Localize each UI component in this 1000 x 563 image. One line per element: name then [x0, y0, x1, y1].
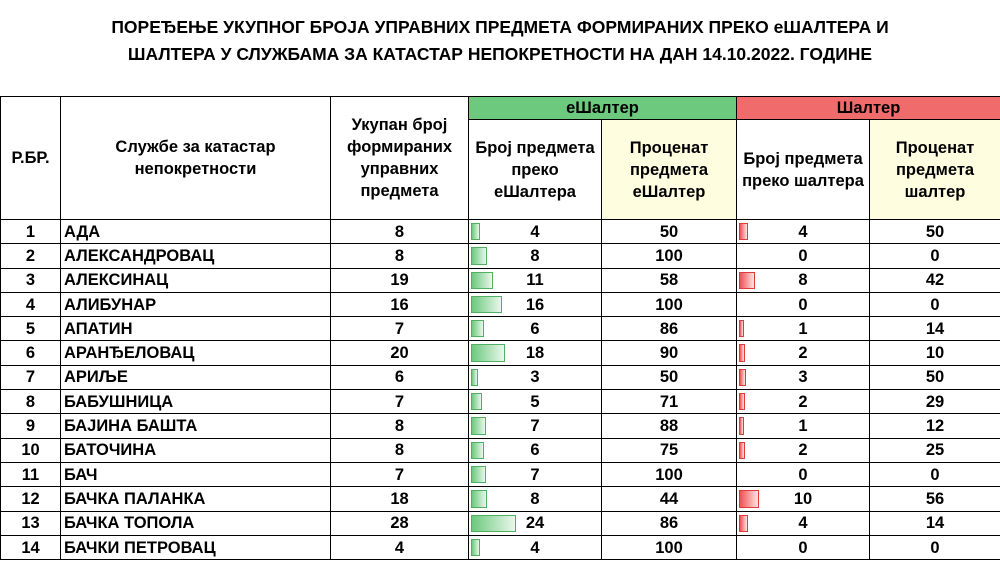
eshalter-databar: [471, 223, 480, 240]
table-row: [1, 317, 1000, 341]
cell-eshalter-count-value: 4: [530, 222, 540, 241]
cell-shalter-count: [737, 438, 870, 462]
cell-service-name: БАБУШНИЦА: [61, 390, 331, 414]
cell-eshalter-count-value: 18: [525, 344, 545, 363]
cell-service-name: БАЧКА ТОПОЛА: [61, 511, 331, 535]
cell-eshalter-count-value: 8: [530, 246, 540, 265]
table-row: [1, 244, 1000, 268]
cell-service-name: АДА: [61, 220, 331, 244]
cell-shalter-pct: 10: [870, 341, 1000, 365]
eshalter-databar: [471, 296, 502, 313]
shalter-databar: [739, 272, 755, 289]
cell-eshalter-count-value: 5: [530, 392, 540, 411]
cell-shalter-count-value: 4: [798, 222, 808, 241]
cell-total: 8: [331, 244, 469, 268]
eshalter-databar: [471, 490, 487, 507]
eshalter-databar: [471, 247, 487, 264]
cell-total: 7: [331, 317, 469, 341]
cell-shalter-count-value: 10: [793, 489, 813, 508]
cell-eshalter-pct: 86: [602, 511, 737, 535]
cell-total: 19: [331, 268, 469, 292]
cell-shalter-count: [737, 365, 870, 389]
cell-shalter-count: [737, 220, 870, 244]
cell-rb: 6: [1, 341, 61, 365]
cell-service-name: БАЈИНА БАШТА: [61, 414, 331, 438]
table-body: [1, 220, 1000, 560]
cell-total: 16: [331, 292, 469, 316]
table-row: [1, 341, 1000, 365]
cell-shalter-pct: 25: [870, 438, 1000, 462]
cell-eshalter-count: [469, 341, 602, 365]
shalter-databar: [739, 393, 745, 410]
cell-eshalter-pct: 100: [602, 462, 737, 486]
cell-shalter-count: [737, 341, 870, 365]
cell-total: 8: [331, 220, 469, 244]
cell-service-name: АРАНЂЕЛОВАЦ: [61, 341, 331, 365]
cell-shalter-pct: 0: [870, 244, 1000, 268]
cell-rb: 4: [1, 292, 61, 316]
cell-total: 20: [331, 341, 469, 365]
cell-shalter-count: [737, 462, 870, 486]
cell-eshalter-count-value: 24: [525, 514, 545, 533]
cell-eshalter-pct: 50: [602, 365, 737, 389]
cell-shalter-count: [737, 414, 870, 438]
cell-shalter-pct: 50: [870, 365, 1000, 389]
cell-eshalter-count: [469, 390, 602, 414]
cell-eshalter-count-value: 8: [530, 489, 540, 508]
shalter-databar: [739, 369, 746, 386]
cell-rb: 14: [1, 535, 61, 559]
cell-shalter-pct: 56: [870, 487, 1000, 511]
header-service: Службе за катастар непокретности: [61, 97, 331, 220]
cell-total: 7: [331, 390, 469, 414]
table-row: [1, 220, 1000, 244]
table-row: [1, 414, 1000, 438]
cell-service-name: АПАТИН: [61, 317, 331, 341]
cell-eshalter-count: [469, 268, 602, 292]
cell-service-name: БАЧКИ ПЕТРОВАЦ: [61, 535, 331, 559]
cell-rb: 13: [1, 511, 61, 535]
cell-shalter-count: [737, 535, 870, 559]
cell-rb: 9: [1, 414, 61, 438]
cell-rb: 2: [1, 244, 61, 268]
cell-shalter-pct: 14: [870, 317, 1000, 341]
header-eshalter-group: еШалтер: [469, 97, 737, 120]
comparison-table: [0, 96, 1000, 560]
header-shalter-group: Шалтер: [737, 97, 1000, 120]
cell-shalter-count-value: 0: [798, 538, 808, 557]
cell-eshalter-pct: 50: [602, 220, 737, 244]
cell-shalter-count: [737, 487, 870, 511]
cell-eshalter-count: [469, 438, 602, 462]
shalter-databar: [739, 223, 748, 240]
shalter-databar: [739, 442, 745, 459]
shalter-databar: [739, 515, 748, 532]
table-row: [1, 292, 1000, 316]
cell-eshalter-count-value: 3: [530, 368, 540, 387]
eshalter-databar: [471, 320, 484, 337]
cell-rb: 11: [1, 462, 61, 486]
table-row: [1, 438, 1000, 462]
shalter-databar: [739, 320, 744, 337]
eshalter-databar: [471, 442, 484, 459]
cell-eshalter-count: [469, 462, 602, 486]
cell-shalter-count: [737, 268, 870, 292]
cell-total: 28: [331, 511, 469, 535]
cell-shalter-pct: 12: [870, 414, 1000, 438]
table-row: [1, 487, 1000, 511]
eshalter-databar: [471, 344, 505, 361]
cell-shalter-count-value: 4: [798, 514, 808, 533]
shalter-databar: [739, 417, 744, 434]
cell-eshalter-count-value: 7: [530, 417, 540, 436]
title-line-2: ШАЛТЕРА У СЛУЖБАМА ЗА КАТАСТАР НЕПОКРЕТНОСТИ НА ДАН 14.10.2022. ГОДИНЕ: [127, 44, 873, 64]
cell-eshalter-pct: 100: [602, 292, 737, 316]
cell-eshalter-count: [469, 292, 602, 316]
cell-eshalter-count: [469, 244, 602, 268]
cell-shalter-count-value: 2: [798, 392, 808, 411]
cell-rb: 5: [1, 317, 61, 341]
cell-total: 18: [331, 487, 469, 511]
header-shalter-count: Број предмета преко шалтера: [737, 120, 870, 220]
table-row: [1, 511, 1000, 535]
eshalter-databar: [471, 272, 493, 289]
cell-eshalter-pct: 71: [602, 390, 737, 414]
shalter-databar: [739, 490, 759, 507]
cell-service-name: АРИЉЕ: [61, 365, 331, 389]
cell-shalter-count-value: 2: [798, 344, 808, 363]
cell-eshalter-count: [469, 220, 602, 244]
eshalter-databar: [471, 466, 486, 483]
cell-rb: 12: [1, 487, 61, 511]
cell-shalter-pct: 0: [870, 462, 1000, 486]
cell-shalter-count-value: 0: [798, 465, 808, 484]
cell-eshalter-count-value: 6: [530, 441, 540, 460]
cell-shalter-count: [737, 511, 870, 535]
cell-eshalter-count-value: 6: [530, 319, 540, 338]
cell-rb: 3: [1, 268, 61, 292]
cell-shalter-count-value: 1: [798, 319, 808, 338]
cell-shalter-count-value: 0: [798, 295, 808, 314]
cell-eshalter-pct: 100: [602, 244, 737, 268]
eshalter-databar: [471, 393, 482, 410]
cell-service-name: АЛЕКСАНДРОВАЦ: [61, 244, 331, 268]
cell-shalter-pct: 14: [870, 511, 1000, 535]
header-rb: Р.БР.: [1, 97, 61, 220]
cell-total: 7: [331, 462, 469, 486]
cell-eshalter-count-value: 7: [530, 465, 540, 484]
cell-eshalter-count: [469, 487, 602, 511]
eshalter-databar: [471, 369, 478, 386]
table-row: [1, 535, 1000, 559]
cell-shalter-count-value: 3: [798, 368, 808, 387]
cell-shalter-pct: 0: [870, 535, 1000, 559]
cell-eshalter-pct: 88: [602, 414, 737, 438]
cell-shalter-count-value: 1: [798, 417, 808, 436]
cell-shalter-count: [737, 244, 870, 268]
cell-shalter-count: [737, 292, 870, 316]
table-row: [1, 390, 1000, 414]
table-row: [1, 365, 1000, 389]
cell-service-name: АЛИБУНАР: [61, 292, 331, 316]
cell-eshalter-pct: 100: [602, 535, 737, 559]
cell-total: 4: [331, 535, 469, 559]
cell-eshalter-pct: 75: [602, 438, 737, 462]
cell-service-name: БАТОЧИНА: [61, 438, 331, 462]
header-shalter-pct: Проценат предмета шалтер: [870, 120, 1000, 220]
eshalter-databar: [471, 515, 516, 532]
title-line-1: ПОРЕЂЕЊЕ УКУПНОГ БРОЈА УПРАВНИХ ПРЕДМЕТА ФОРМИРАНИХ ПРЕКО еШАЛТЕРА И: [111, 17, 889, 37]
cell-eshalter-count: [469, 535, 602, 559]
cell-shalter-count-value: 0: [798, 246, 808, 265]
cell-eshalter-count-value: 16: [525, 295, 545, 314]
cell-total: 8: [331, 414, 469, 438]
cell-eshalter-count: [469, 365, 602, 389]
cell-total: 8: [331, 438, 469, 462]
cell-shalter-pct: 42: [870, 268, 1000, 292]
page-title: [0, 14, 1000, 68]
cell-eshalter-count-value: 4: [530, 538, 540, 557]
cell-shalter-count: [737, 390, 870, 414]
header-eshalter-count: Број предмета преко еШалтера: [469, 120, 602, 220]
header-total: Укупан број формираних управних предмета: [331, 97, 469, 220]
table-row: [1, 268, 1000, 292]
cell-eshalter-pct: 58: [602, 268, 737, 292]
cell-eshalter-count: [469, 414, 602, 438]
cell-rb: 10: [1, 438, 61, 462]
cell-rb: 7: [1, 365, 61, 389]
cell-eshalter-pct: 44: [602, 487, 737, 511]
cell-total: 6: [331, 365, 469, 389]
cell-shalter-pct: 0: [870, 292, 1000, 316]
table-row: [1, 462, 1000, 486]
cell-shalter-pct: 29: [870, 390, 1000, 414]
cell-shalter-count-value: 8: [798, 271, 808, 290]
cell-service-name: АЛЕКСИНАЦ: [61, 268, 331, 292]
cell-eshalter-count-value: 11: [526, 271, 544, 290]
cell-eshalter-pct: 86: [602, 317, 737, 341]
cell-shalter-count: [737, 317, 870, 341]
cell-shalter-count-value: 2: [798, 441, 808, 460]
cell-rb: 8: [1, 390, 61, 414]
header-eshalter-pct: Проценат предмета еШалтер: [602, 120, 737, 220]
cell-service-name: БАЧ: [61, 462, 331, 486]
cell-rb: 1: [1, 220, 61, 244]
cell-shalter-pct: 50: [870, 220, 1000, 244]
cell-eshalter-pct: 90: [602, 341, 737, 365]
cell-service-name: БАЧКА ПАЛАНКА: [61, 487, 331, 511]
cell-eshalter-count: [469, 317, 602, 341]
table-header: [1, 97, 1000, 220]
cell-eshalter-count: [469, 511, 602, 535]
eshalter-databar: [471, 417, 486, 434]
shalter-databar: [739, 344, 745, 361]
eshalter-databar: [471, 539, 480, 556]
